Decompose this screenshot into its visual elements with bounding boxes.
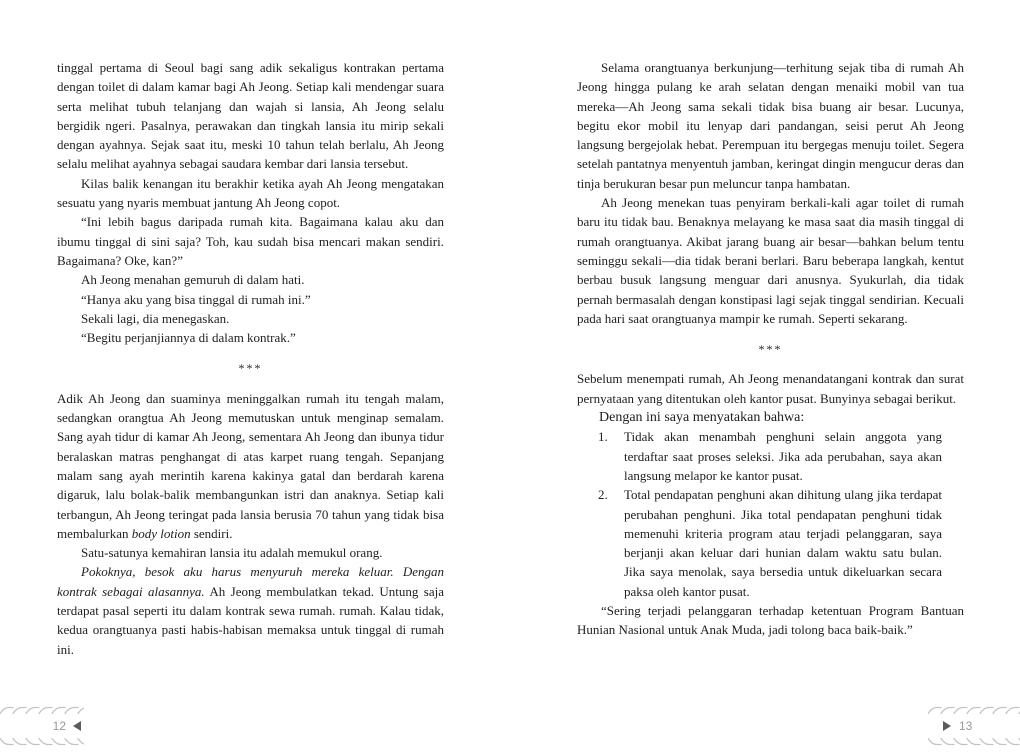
paragraph [57,270,444,289]
text-run: “Hanya aku yang bisa tinggal di rumah ini.” [81,291,311,307]
contract-list-item [577,485,964,601]
list-item-number: 1. [598,429,608,445]
prev-page-icon [73,721,81,731]
page-right [577,58,964,640]
paragraph [57,328,444,347]
text-run: Adik Ah Jeong dan suaminya meninggalkan rumah itu tengah malam, sedangkan orangtua Ah Jeong memutuskan untuk menginap semalam. Sang ayah tidur di kamar Ah Jeong, sementara Ah Jeong dan ibunya tidur beralaskan matras penghangat di atas karpet ruang tengah. Sepanjang malam sang ayah merintih karena kakinya gatal dan berdarah karena digaruk, lalu bolak-balik membangunkan istri dan anaknya. Setiap kali terbangun, Ah Jeong teringat pada lansia berusia 70 tahun yang tidak bisa membalurkan [57,390,444,541]
page-edge-decoration-bottom-right [928,737,1020,746]
italic-text-run: body lotion [131,525,191,541]
right-page-number: 13 [959,718,973,733]
next-page-button[interactable] [943,721,951,731]
text-run: Dengan ini saya menyatakan bahwa: [599,410,805,426]
text-run: Sebelum menempati rumah, Ah Jeong menandatangani kontrak dan surat pernyataan yang ditentukan oleh kantor pusat. Bunyinya sebagai berikut. [577,371,964,406]
paragraph [577,408,964,427]
paragraph [57,309,444,328]
pager-strip-right [928,706,1020,746]
page-left [57,58,444,659]
next-page-icon [943,721,951,731]
paragraph [57,389,444,543]
page-edge-decoration-top-left [0,706,84,715]
list-item-text [624,485,942,601]
text-run: “Begitu perjanjiannya di dalam kontrak.” [81,330,296,346]
italic-text-run: Pokoknya, besok aku harus menyuruh mereka keluar. Dengan kontrak sebagai alasannya. [57,564,444,599]
paragraph [577,193,964,328]
text-run: Tidak akan menambah penghuni selain anggota yang terdaftar saat proses seleksi. Jika ada perubahan, saya akan langsung melapor ke kantor pusat. [624,429,942,483]
left-page-number: 12 [52,718,66,733]
pager-strip-left [0,706,84,746]
paragraph [577,369,964,408]
text-run: Selama orangtuanya berkunjung—terhitung sejak tiba di rumah Ah Jeong hingga pulang ke arah selatan dengan menaiki mobil van tua mereka—Ah Jeong sama sekali tidak bisa buang air besar. Lucunya, begitu ekor mobil itu lenyap dari pandangan, seisi perut Ah Jeong langsung bergejolak hebat. Perempuan itu bergegas menuju toilet. Segera setelah pantatnya menyentuh jamban, keringat dingin mengucur deras dan tinja berukuran besar pun meluncur tanpa hambatan. [577,60,964,191]
paragraph [577,58,964,193]
list-item-text [624,427,942,485]
text-run: Ah Jeong menekan tuas penyiram berkali-kali agar toilet di rumah baru itu tidak bau. Benaknya melayang ke masa saat dia masih tinggal di rumah orangtuanya. Akibat jarang buang air besar—bahkan belum tentu seminggu sekali—dia tidak berani berlari. Baru beberapa langkah, kentut berbau busuk langsung menguar dari anusnya. Syukurlah, dia tidak pernah bermasalah dengan konstipasi lagi sejak tinggal sendirian. Kecuali pada hari saat orangtuanya mampir ke rumah. Seperti sekarang. [577,195,964,326]
text-run: Kilas balik kenangan itu berakhir ketika ayah Ah Jeong mengatakan sesuatu yang nyaris membuat jantung Ah Jeong copot. [57,175,444,211]
paragraph [57,543,444,562]
text-run: Ah Jeong membulatkan tekad. Untung saja terdapat pasal seperti itu dalam kontrak sewa rumah. rumah. Kalau tidak, kedua orangtuanya pasti habis-habisan memaksa untuk tinggal di rumah ini. [57,583,445,657]
prev-page-button[interactable] [73,721,81,731]
contract-list-item [577,427,964,485]
text-run: Sekali lagi, dia menegaskan. [81,310,230,326]
list-item-number: 2. [598,487,608,503]
paragraph [57,58,444,174]
paragraph [57,174,444,213]
text-run: Ah Jeong menahan gemuruh di dalam hati. [81,272,305,288]
text-run: sendiri. [190,525,233,541]
text-run: tinggal pertama di Seoul bagi sang adik sekaligus kontrakan pertama dengan toilet di dalam kamar bagi Ah Jeong. Setiap kali mendengar suara serta melihat tubuh telanjang dan wajah si lansia, Ah Jeong selalu bergidik ngeri. Pasalnya, perawakan dan tingkah lansia itu mirip sekali dengan ayahnya. Sejak saat itu, meski 10 tahun telah berlalu, Ah Jeong selalu melihat ayahnya sebagai saudara kembar dari lansia tersebut. [57,60,444,172]
page-edge-decoration-bottom-left [0,737,84,746]
text-run: Satu-satunya kemahiran lansia itu adalah memukul orang. [81,545,383,561]
text-run: Total pendapatan penghuni akan dihitung ulang jika terdapat perubahan penghuni. Jika total pendapatan penghuni tidak memenuhi kriteria program atau terjadi pelanggaran, saya berjanji akan keluar dari hunian dalam waktu satu bulan. Jika saya menolak, saya bersedia untuk dikeluarkan secara paksa oleh kantor pusat. [624,487,942,599]
paragraph [57,290,444,309]
paragraph [57,562,444,658]
text-run: “Sering terjadi pelanggaran terhadap ketentuan Program Bantuan Hunian Nasional untuk Anak Muda, jadi tolong baca baik-baik.” [577,603,964,638]
paragraph [577,601,964,640]
paragraph [57,212,444,270]
page-edge-decoration-top-right [928,706,1020,715]
text-run: “Ini lebih bagus daripada rumah kita. Bagaimana kalau aku dan ibumu tinggal di sini saja? Toh, kau sudah bisa mencari makan sendiri. Bagaimana? Oke, kan?” [57,214,444,268]
section-separator: *** [758,342,783,357]
section-separator: *** [238,361,263,376]
